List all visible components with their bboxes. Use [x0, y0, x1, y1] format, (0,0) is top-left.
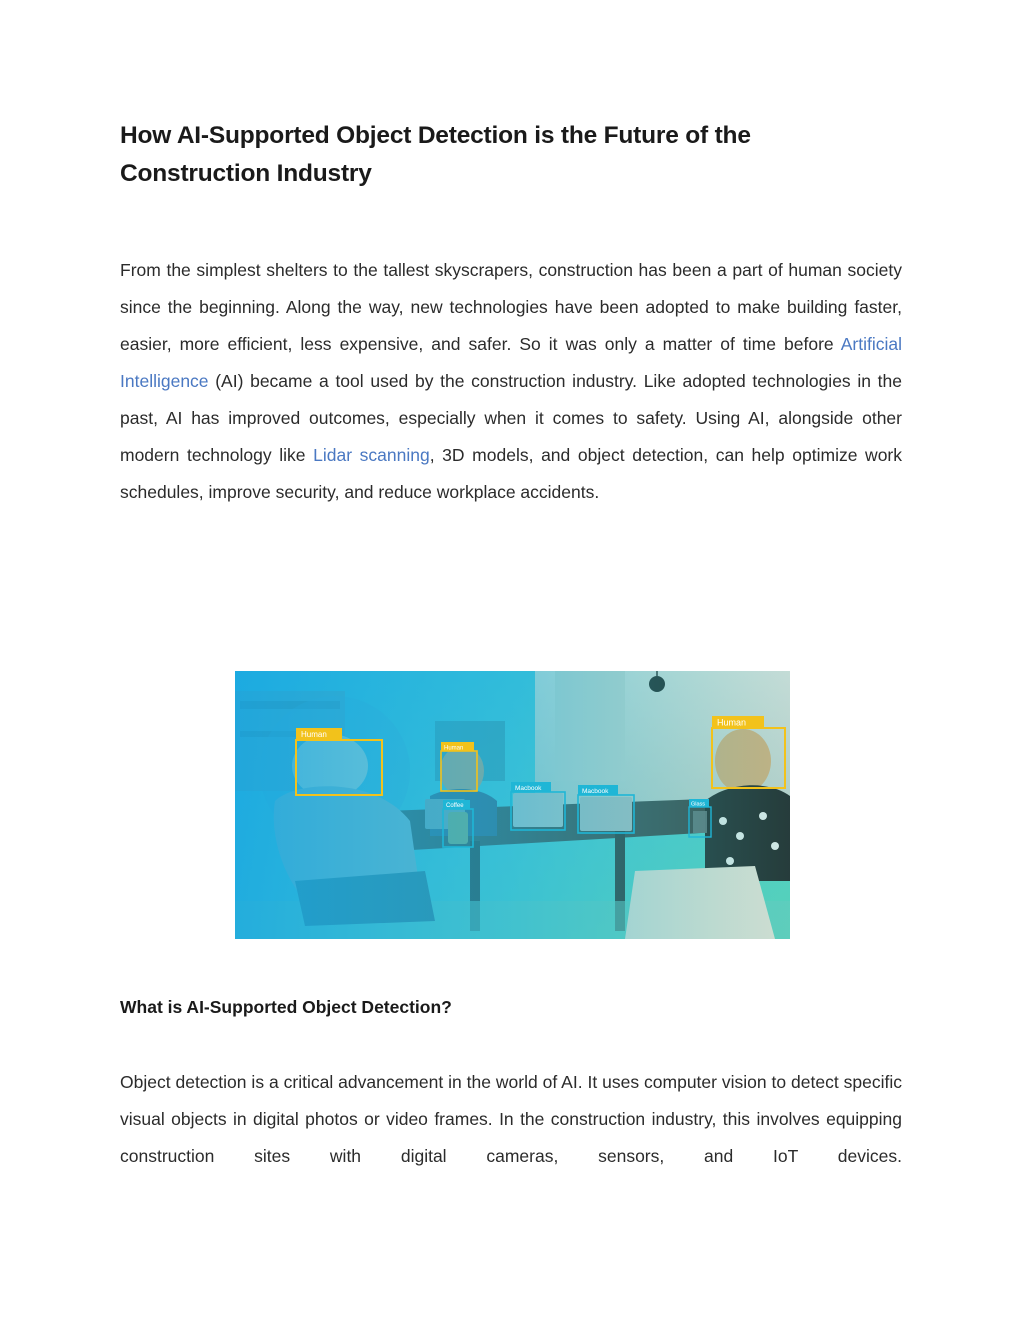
- detection-label-human-left: Human: [301, 730, 327, 739]
- detection-label-macbook-1: Macbook: [515, 785, 542, 792]
- lidar-scanning-link[interactable]: Lidar scanning: [313, 445, 430, 465]
- artificial-intelligence-link[interactable]: Artificial Intelligence: [120, 334, 902, 391]
- intro-text-3: , 3D models, and object detection, can help optimize work schedules, improve security, and reduce workplace accidents.: [120, 445, 903, 502]
- intro-text-1: From the simplest shelters to the tallest skyscrapers, construction has been a part of human society since the beginning. Along the way, new technologies have been adopted to make building faster, easier, more efficient, less expensive, and safer. So it was only a matter of time before: [120, 260, 902, 354]
- section-heading: What is AI-Supported Object Detection?: [120, 997, 452, 1017]
- detection-label-glass: Glass: [691, 801, 706, 808]
- intro-paragraph: [120, 252, 902, 511]
- section-body-paragraph: Object detection is a critical advancement in the world of AI. It uses computer vision to detect specific visual objects in digital photos or video frames. In the construction industry, this involves equipping construction sites with digital cameras, sensors, and IoT devices.: [120, 1072, 902, 1166]
- detection-label-human-middle: Human: [444, 745, 464, 752]
- object-detection-image: [235, 671, 790, 939]
- article-title: How AI-Supported Object Detection is the Future of the Construction Industry: [120, 122, 751, 187]
- detection-label-coffee: Coffee: [446, 803, 464, 809]
- intro-text-2: (AI) became a tool used by the construction industry. Like adopted technologies in the past, AI has improved outcomes, especially when it comes to safety. Using AI, alongside other modern technology like: [120, 371, 902, 465]
- detection-label-human-right: Human: [717, 717, 747, 728]
- detection-label-macbook-2: Macbook: [582, 788, 609, 795]
